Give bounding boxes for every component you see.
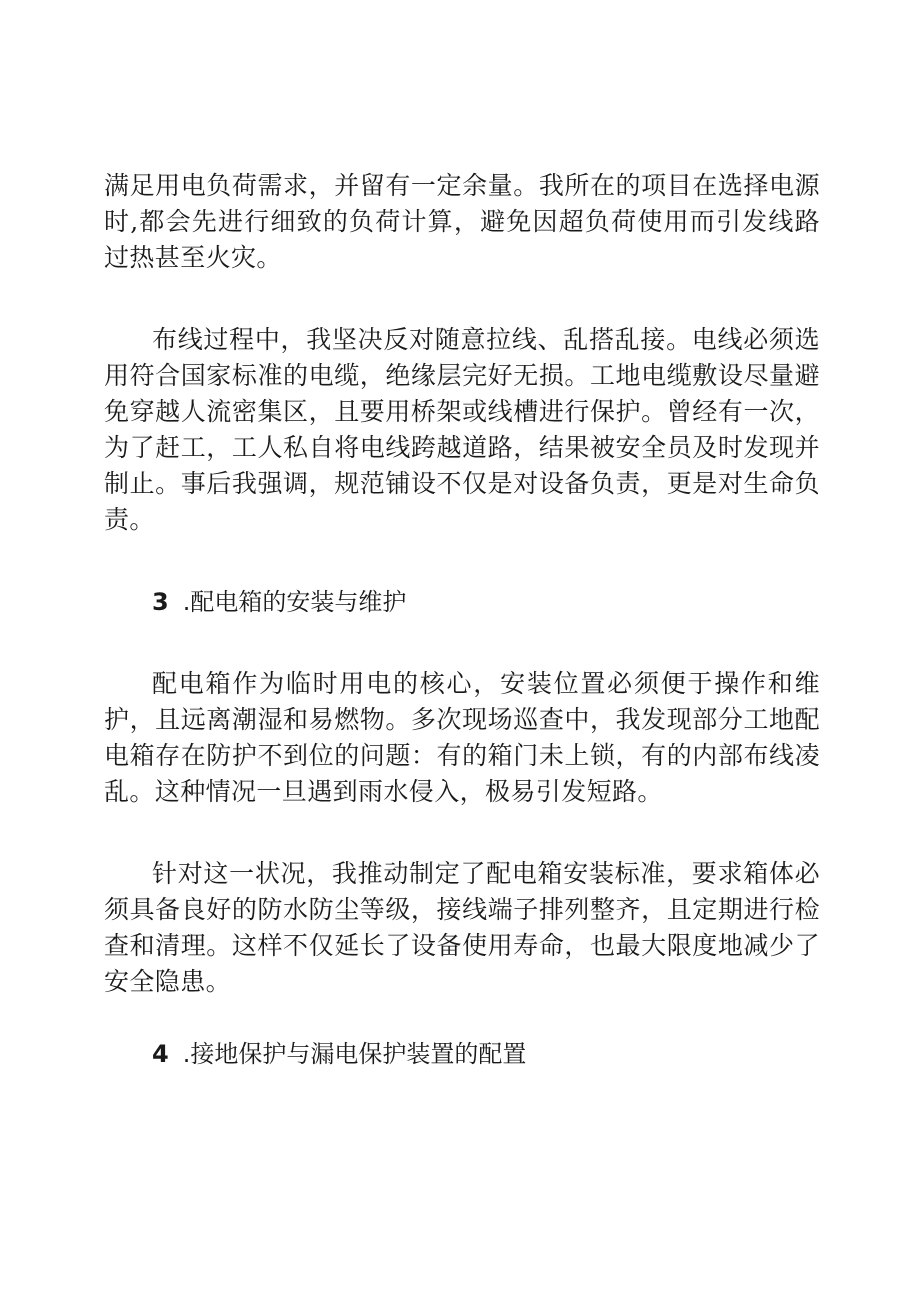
section-heading-3 xyxy=(104,584,820,620)
section-number-3: 3 xyxy=(152,588,169,616)
section-title-4: .接地保护与漏电保护装置的配置 xyxy=(182,1040,527,1068)
section-number-4: 4 xyxy=(152,1040,169,1068)
section-title-3: .配电箱的安装与维护 xyxy=(182,588,407,616)
paragraph-installation-standard: 针对这一状况，我推动制定了配电箱安装标准，要求箱体必须具备良好的防水防尘等级，接线端子排列整齐，且定期进行检查和清理。这样不仅延长了设备使用寿命，也最大限度地减少了安全隐患。 xyxy=(104,859,820,996)
paragraph-load-calculation: 满足用电负荷需求，并留有一定余量。我所在的项目在选择电源时,都会先进行细致的负荷计算，避免因超负荷使用而引发线路过热甚至火灾。 xyxy=(104,171,820,272)
paragraph-wiring: 布线过程中，我坚决反对随意拉线、乱搭乱接。电线必须选用符合国家标准的电缆，绝缘层完好无损。工地电缆敷设尽量避免穿越人流密集区，且要用桥架或线槽进行保护。曾经有一次，为了赶工，工人私自将电线跨越道路，结果被安全员及时发现并制止。事后我强调，规范铺设不仅是对设备负责，更是对生命负责。 xyxy=(104,325,820,534)
section-heading-4 xyxy=(104,1036,820,1072)
paragraph-distribution-box: 配电箱作为临时用电的核心，安装位置必须便于操作和维护，且远离潮湿和易燃物。多次现场巡查中，我发现部分工地配电箱存在防护不到位的问题：有的箱门未上锁，有的内部布线凌乱。这种情况一旦遇到雨水侵入，极易引发短路。 xyxy=(104,669,820,806)
document-page xyxy=(104,168,820,1072)
